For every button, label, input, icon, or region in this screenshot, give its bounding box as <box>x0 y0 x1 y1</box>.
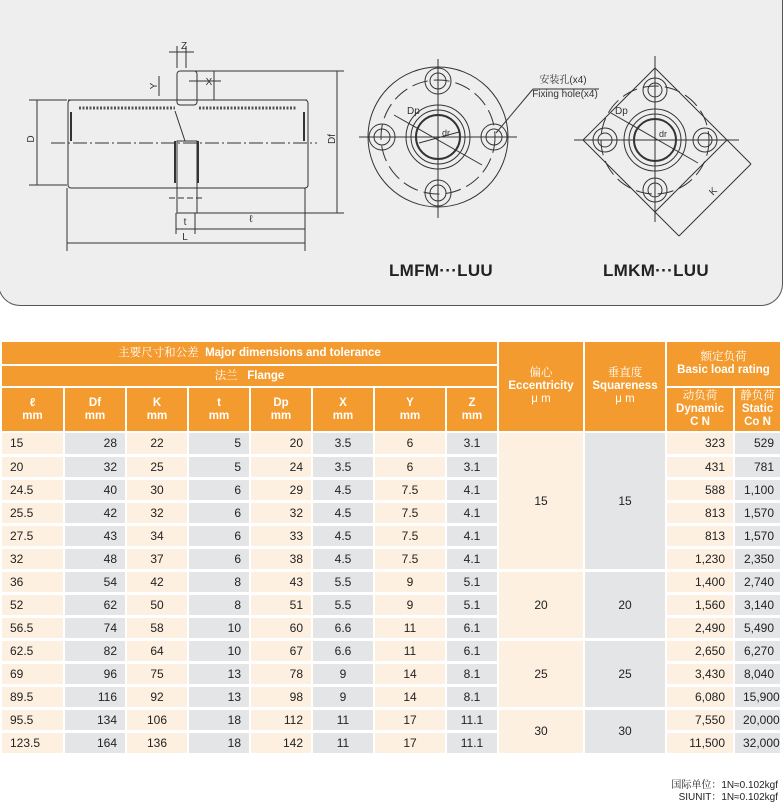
cell-k: 50 <box>126 593 188 616</box>
cell-z: 4.1 <box>446 524 498 547</box>
cell-k: 42 <box>126 570 188 593</box>
cell-df: 74 <box>64 616 126 639</box>
cell-dp: 142 <box>250 731 312 754</box>
cell-static-load: 1,570 <box>734 524 781 547</box>
cell-k: 22 <box>126 432 188 455</box>
cell-z: 3.1 <box>446 455 498 478</box>
label-dp: Dp <box>407 106 420 117</box>
cell-y: 9 <box>374 593 446 616</box>
cell-dynamic-load: 1,230 <box>666 547 734 570</box>
cell-squareness: 30 <box>584 708 666 754</box>
cell-t: 10 <box>188 639 250 662</box>
cell-static-load: 529 <box>734 432 781 455</box>
cell-l: 56.5 <box>1 616 64 639</box>
cell-y: 14 <box>374 662 446 685</box>
label-k: K <box>707 185 720 199</box>
cell-y: 7.5 <box>374 524 446 547</box>
cell-dp: 33 <box>250 524 312 547</box>
cell-z: 5.1 <box>446 593 498 616</box>
cell-squareness: 20 <box>584 570 666 639</box>
cell-df: 96 <box>64 662 126 685</box>
cell-t: 5 <box>188 455 250 478</box>
cell-k: 136 <box>126 731 188 754</box>
cell-x: 9 <box>312 685 374 708</box>
table-row <box>1 432 781 455</box>
cell-l: 24.5 <box>1 478 64 501</box>
cell-static-load: 2,740 <box>734 570 781 593</box>
cell-df: 62 <box>64 593 126 616</box>
cell-x: 4.5 <box>312 547 374 570</box>
label-df: Df <box>327 134 338 144</box>
cell-static-load: 15,900 <box>734 685 781 708</box>
cell-t: 8 <box>188 593 250 616</box>
cell-k: 25 <box>126 455 188 478</box>
cell-static-load: 20,000 <box>734 708 781 731</box>
cell-df: 134 <box>64 708 126 731</box>
cell-static-load: 8,040 <box>734 662 781 685</box>
cell-static-load: 1,100 <box>734 478 781 501</box>
cell-dp: 38 <box>250 547 312 570</box>
cell-z: 4.1 <box>446 478 498 501</box>
cell-dynamic-load: 2,650 <box>666 639 734 662</box>
spec-table <box>0 340 782 756</box>
label-dp-square: Dp <box>615 106 628 117</box>
cell-dp: 51 <box>250 593 312 616</box>
cell-t: 13 <box>188 662 250 685</box>
cell-dynamic-load: 813 <box>666 501 734 524</box>
label-l: ℓ <box>249 214 253 225</box>
cell-t: 8 <box>188 570 250 593</box>
fixing-hole-label-cn: 安装孔(x4) <box>539 75 587 86</box>
label-L: L <box>182 232 188 243</box>
cell-df: 164 <box>64 731 126 754</box>
cell-df: 28 <box>64 432 126 455</box>
cell-dp: 24 <box>250 455 312 478</box>
cell-x: 6.6 <box>312 616 374 639</box>
fixing-hole-label-en: Fixing hole(x4) <box>532 89 598 100</box>
cell-dynamic-load: 588 <box>666 478 734 501</box>
cell-l: 32 <box>1 547 64 570</box>
cell-dp: 67 <box>250 639 312 662</box>
cell-t: 6 <box>188 547 250 570</box>
cell-l: 95.5 <box>1 708 64 731</box>
header-squareness: 垂直度 Squareness μ m <box>584 341 666 432</box>
cell-l: 89.5 <box>1 685 64 708</box>
label-x: X <box>205 77 213 88</box>
col-header-k: K mm <box>126 387 188 432</box>
cell-l: 15 <box>1 432 64 455</box>
cell-l: 62.5 <box>1 639 64 662</box>
cell-y: 7.5 <box>374 547 446 570</box>
cell-static-load: 781 <box>734 455 781 478</box>
cell-squareness: 15 <box>584 432 666 570</box>
model-label-lmfm: LMFM···LUU <box>389 261 494 280</box>
cell-dp: 20 <box>250 432 312 455</box>
cell-k: 106 <box>126 708 188 731</box>
model-label-lmkm: LMKM···LUU <box>603 261 709 280</box>
cell-dynamic-load: 813 <box>666 524 734 547</box>
cell-dp: 43 <box>250 570 312 593</box>
cell-l: 123.5 <box>1 731 64 754</box>
cell-x: 3.5 <box>312 455 374 478</box>
cell-x: 4.5 <box>312 478 374 501</box>
cell-z: 3.1 <box>446 432 498 455</box>
label-dr: dr <box>442 128 451 138</box>
cell-dynamic-load: 11,500 <box>666 731 734 754</box>
cell-x: 3.5 <box>312 432 374 455</box>
cell-static-load: 1,570 <box>734 501 781 524</box>
cell-dynamic-load: 2,490 <box>666 616 734 639</box>
header-basic-load-rating: 额定负荷 Basic load rating <box>666 341 781 387</box>
cell-k: 58 <box>126 616 188 639</box>
cell-z: 8.1 <box>446 685 498 708</box>
table-row <box>1 639 781 662</box>
cell-y: 17 <box>374 731 446 754</box>
cell-l: 52 <box>1 593 64 616</box>
cell-static-load: 32,000 <box>734 731 781 754</box>
cell-x: 9 <box>312 662 374 685</box>
cell-eccentricity: 20 <box>498 570 584 639</box>
cell-df: 48 <box>64 547 126 570</box>
cell-t: 6 <box>188 501 250 524</box>
square-flange-drawing <box>574 56 751 236</box>
cell-k: 34 <box>126 524 188 547</box>
col-header-l: ℓ mm <box>1 387 64 432</box>
cell-df: 32 <box>64 455 126 478</box>
cell-df: 42 <box>64 501 126 524</box>
cell-k: 37 <box>126 547 188 570</box>
cell-t: 18 <box>188 708 250 731</box>
table-row <box>1 708 781 731</box>
cell-z: 8.1 <box>446 662 498 685</box>
cell-y: 11 <box>374 616 446 639</box>
cell-k: 92 <box>126 685 188 708</box>
cell-y: 17 <box>374 708 446 731</box>
cell-dynamic-load: 6,080 <box>666 685 734 708</box>
label-y: Y <box>149 82 160 90</box>
col-header-dp: Dp mm <box>250 387 312 432</box>
col-header-static: 静负荷 Static Co N <box>734 387 781 432</box>
col-header-t: t mm <box>188 387 250 432</box>
cell-static-load: 6,270 <box>734 639 781 662</box>
cell-k: 32 <box>126 501 188 524</box>
cell-dp: 32 <box>250 501 312 524</box>
cell-df: 43 <box>64 524 126 547</box>
col-header-z: Z mm <box>446 387 498 432</box>
cell-x: 4.5 <box>312 501 374 524</box>
header-eccentricity: 偏心 Eccentricity μ m <box>498 341 584 432</box>
cell-t: 6 <box>188 478 250 501</box>
cell-static-load: 3,140 <box>734 593 781 616</box>
cell-l: 27.5 <box>1 524 64 547</box>
cell-dynamic-load: 431 <box>666 455 734 478</box>
cell-y: 6 <box>374 432 446 455</box>
cell-y: 6 <box>374 455 446 478</box>
cell-l: 36 <box>1 570 64 593</box>
cell-x: 11 <box>312 731 374 754</box>
technical-drawing-panel <box>0 0 783 306</box>
col-header-df: Df mm <box>64 387 126 432</box>
cell-k: 75 <box>126 662 188 685</box>
cell-y: 14 <box>374 685 446 708</box>
cell-k: 30 <box>126 478 188 501</box>
cell-df: 40 <box>64 478 126 501</box>
cell-dp: 98 <box>250 685 312 708</box>
cell-dynamic-load: 7,550 <box>666 708 734 731</box>
cell-df: 82 <box>64 639 126 662</box>
cell-k: 64 <box>126 639 188 662</box>
cell-dp: 78 <box>250 662 312 685</box>
cell-t: 5 <box>188 432 250 455</box>
cell-dynamic-load: 1,560 <box>666 593 734 616</box>
cell-squareness: 25 <box>584 639 666 708</box>
table-row <box>1 570 781 593</box>
col-header-x: X mm <box>312 387 374 432</box>
col-header-y: Y mm <box>374 387 446 432</box>
cell-t: 10 <box>188 616 250 639</box>
cell-y: 7.5 <box>374 478 446 501</box>
cell-dynamic-load: 323 <box>666 432 734 455</box>
spec-table-body <box>1 432 781 754</box>
cell-dp: 112 <box>250 708 312 731</box>
cell-eccentricity: 30 <box>498 708 584 754</box>
col-header-dynamic: 动负荷 Dynamic C N <box>666 387 734 432</box>
header-major-dimensions: 主要尺寸和公差 Major dimensions and tolerance <box>1 341 498 365</box>
cell-l: 25.5 <box>1 501 64 524</box>
cell-dp: 60 <box>250 616 312 639</box>
cell-y: 9 <box>374 570 446 593</box>
cell-z: 4.1 <box>446 501 498 524</box>
header-flange: 法兰 Flange <box>1 365 498 387</box>
cell-x: 4.5 <box>312 524 374 547</box>
label-dr-square: dr <box>659 129 668 139</box>
cell-t: 13 <box>188 685 250 708</box>
cell-eccentricity: 25 <box>498 639 584 708</box>
label-z: Z <box>180 41 188 52</box>
cell-l: 69 <box>1 662 64 685</box>
cell-dynamic-load: 3,430 <box>666 662 734 685</box>
cell-x: 11 <box>312 708 374 731</box>
cell-z: 11.1 <box>446 708 498 731</box>
cell-x: 6.6 <box>312 639 374 662</box>
footnote-line-en: SIUNIT：1N≈0.102kgf <box>678 792 778 803</box>
cell-l: 20 <box>1 455 64 478</box>
cell-static-load: 2,350 <box>734 547 781 570</box>
cell-y: 11 <box>374 639 446 662</box>
cell-z: 4.1 <box>446 547 498 570</box>
cell-z: 6.1 <box>446 616 498 639</box>
cell-z: 11.1 <box>446 731 498 754</box>
cell-y: 7.5 <box>374 501 446 524</box>
label-d: D <box>26 135 37 143</box>
cell-df: 116 <box>64 685 126 708</box>
footnote-line-cn: 国际单位：1N≈0.102kgf <box>671 780 778 791</box>
side-view-drawing <box>26 41 344 251</box>
cell-x: 5.5 <box>312 593 374 616</box>
cell-static-load: 5,490 <box>734 616 781 639</box>
cell-df: 54 <box>64 570 126 593</box>
cell-eccentricity: 15 <box>498 432 584 570</box>
cell-t: 6 <box>188 524 250 547</box>
cell-z: 5.1 <box>446 570 498 593</box>
cell-z: 6.1 <box>446 639 498 662</box>
label-t: t <box>183 217 187 228</box>
cell-dp: 29 <box>250 478 312 501</box>
cell-x: 5.5 <box>312 570 374 593</box>
unit-footnote <box>671 780 778 804</box>
cell-dynamic-load: 1,400 <box>666 570 734 593</box>
cell-t: 18 <box>188 731 250 754</box>
